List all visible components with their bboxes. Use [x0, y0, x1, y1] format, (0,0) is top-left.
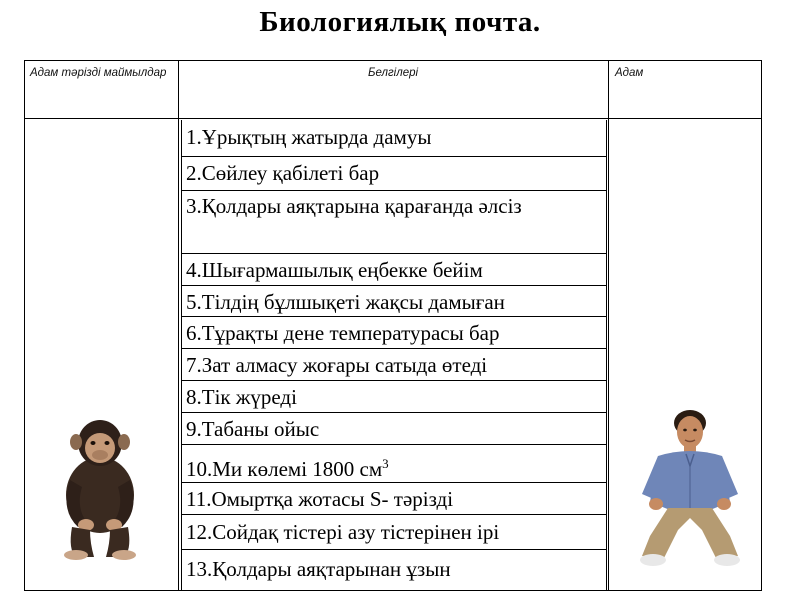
header-apes: Адам тәрізді маймылдар [30, 67, 167, 79]
table-row: 5.Тілдің бұлшықеті жақсы дамыған [186, 290, 505, 314]
table-row: 4.Шығармашылық еңбекке бейім [186, 258, 483, 282]
table-row: 3.Қолдары аяқтарына қарағанда әлсіз [186, 194, 522, 218]
row-10-text: 10.Ми көлемі 1800 см [186, 457, 383, 481]
man-image [630, 406, 755, 571]
table-row: 13.Қолдары аяқтарынан ұзын [186, 557, 451, 581]
header-features: Белгілері [368, 67, 419, 79]
table-row [186, 450, 389, 483]
table-row: 8.Тік жүреді [186, 385, 297, 409]
table-row: 9.Табаны ойыс [186, 417, 320, 441]
superscript-3: 3 [382, 456, 389, 471]
table-row: 7.Зат алмасу жоғары сатыда өтеді [186, 353, 488, 377]
page-title: Биологиялық почта. [259, 6, 541, 38]
table-row: 12.Сойдақ тістері азу тістерінен ірі [186, 520, 500, 544]
chimpanzee-image [50, 415, 150, 560]
header-human: Адам [615, 67, 644, 79]
table-row: 2.Сөйлеу қабілеті бар [186, 161, 380, 185]
table-row: 11.Омыртқа жотасы S- тәрізді [186, 487, 454, 511]
table-row: 6.Тұрақты дене температурасы бар [186, 321, 500, 345]
table-row: 1.Ұрықтың жатырда дамуы [186, 125, 432, 149]
